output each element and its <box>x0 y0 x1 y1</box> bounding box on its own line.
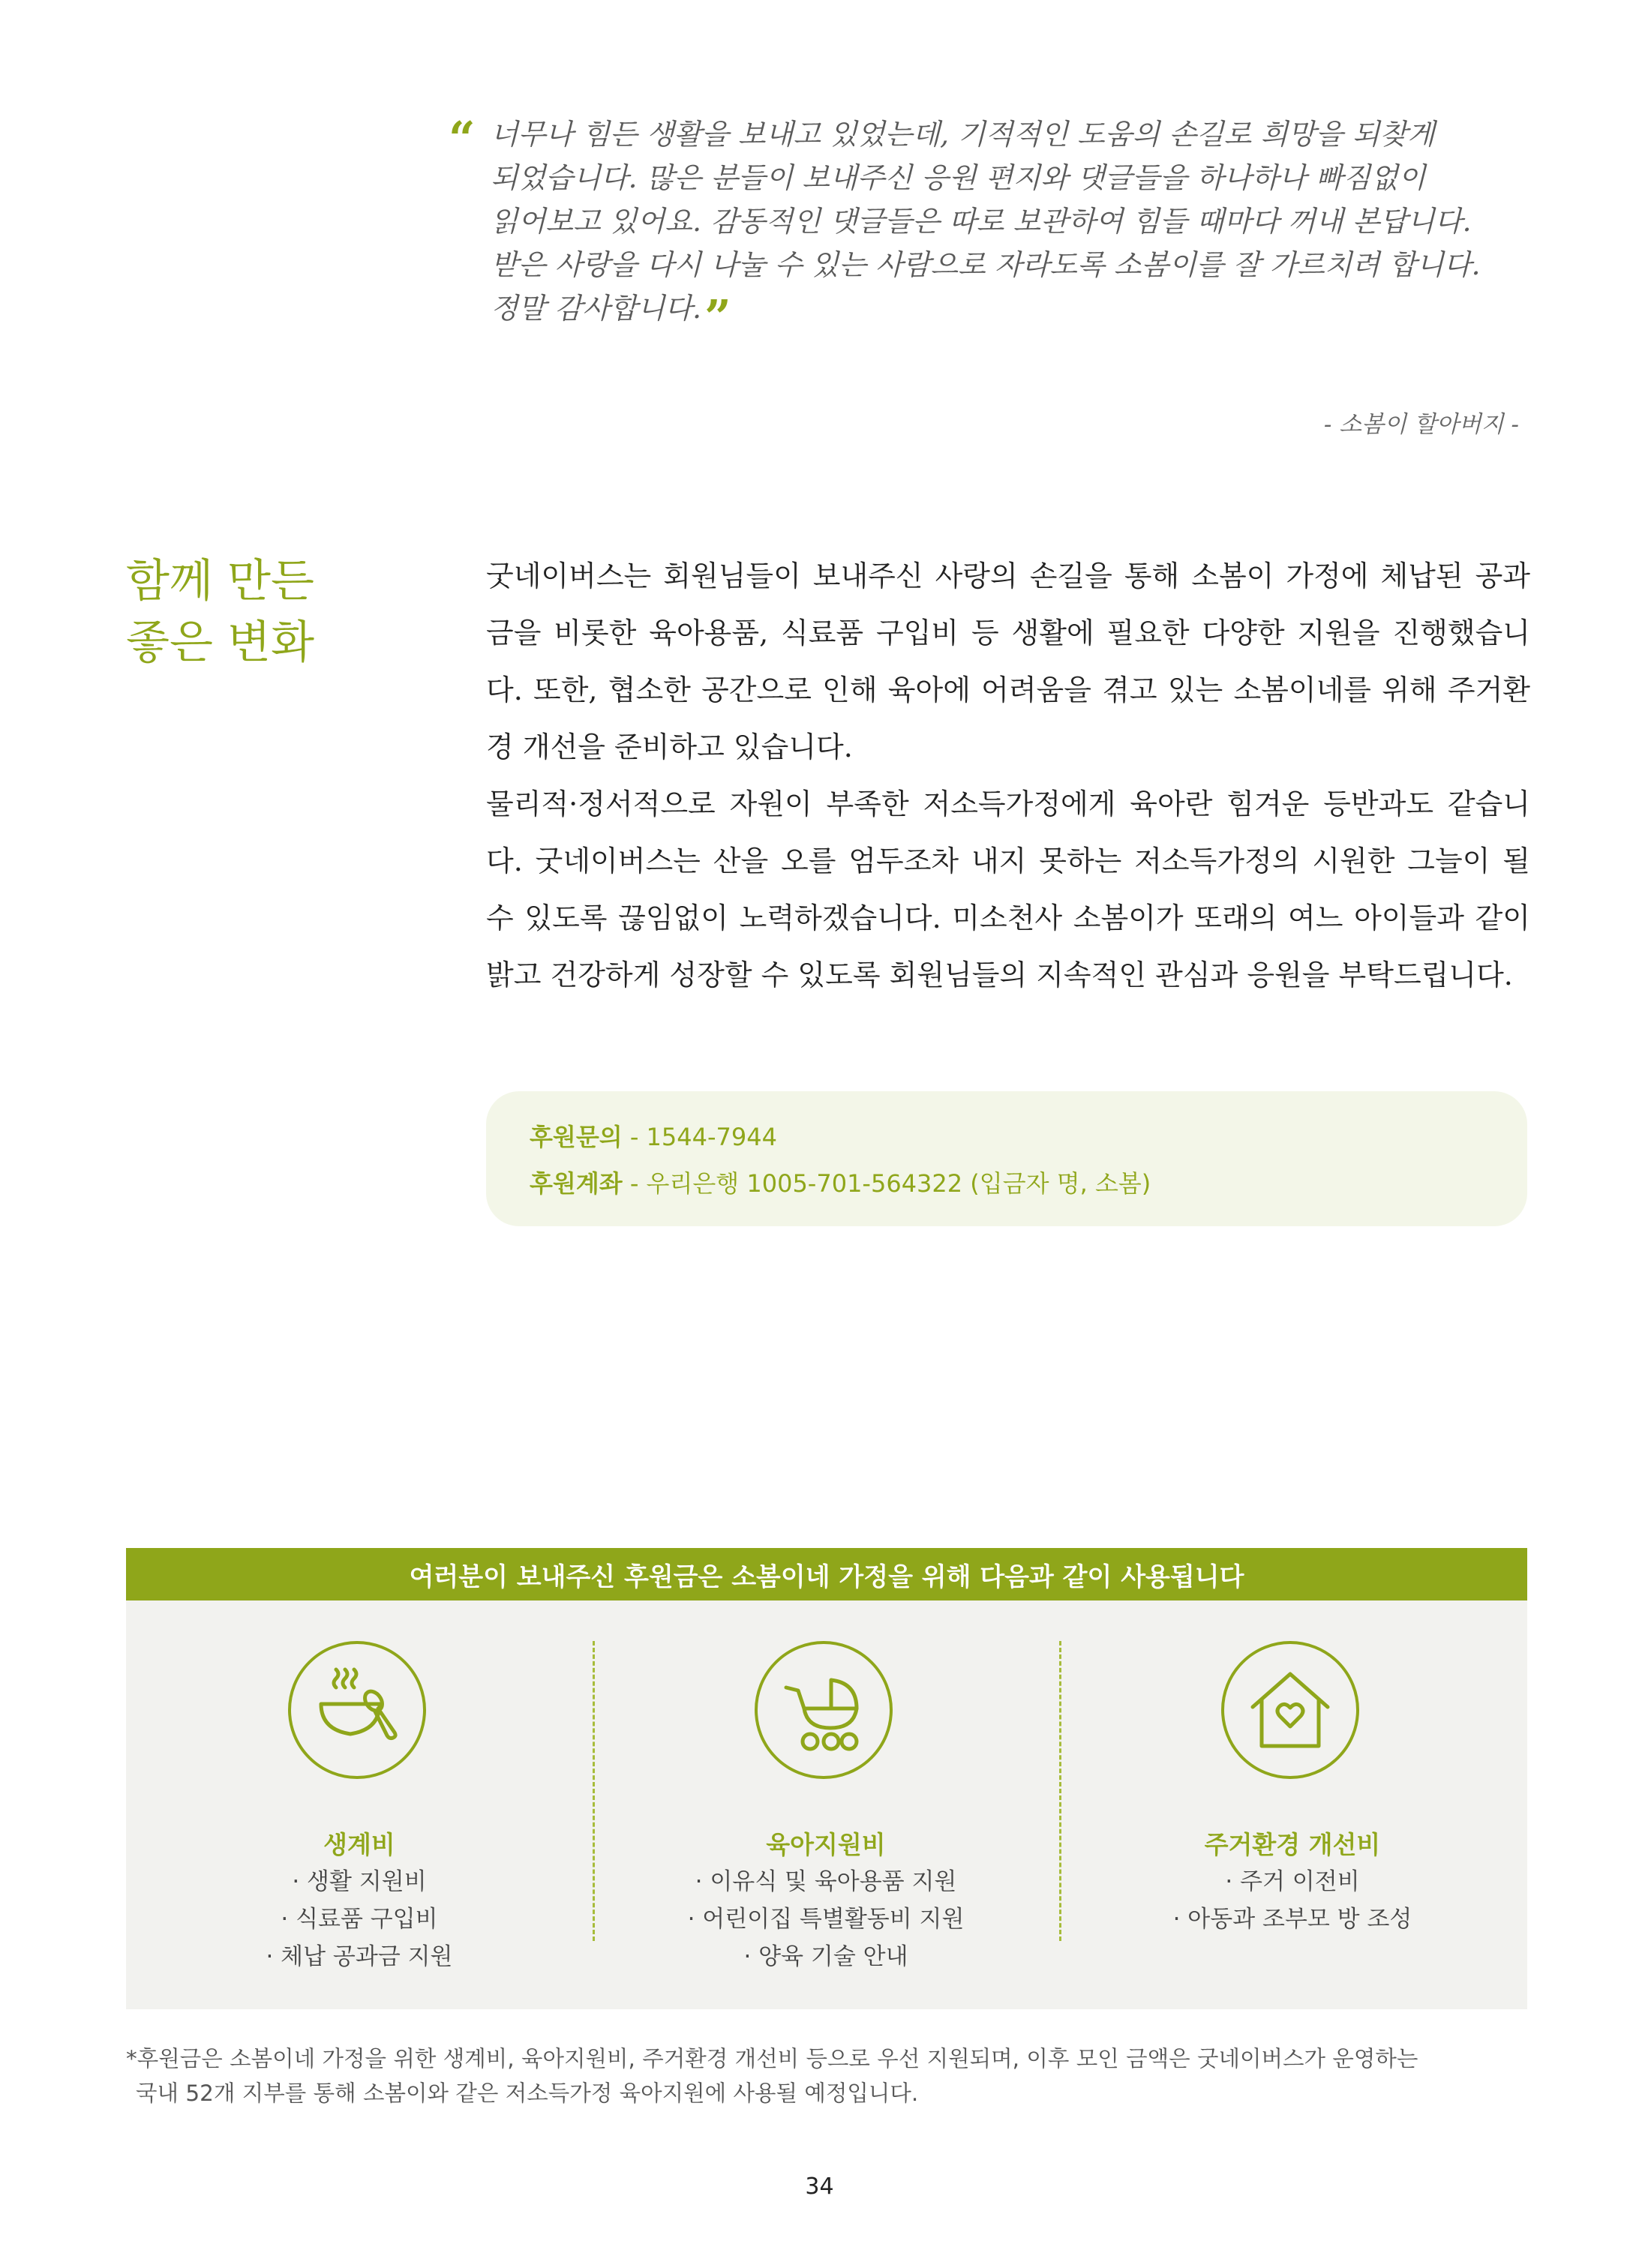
bowl-spoon-icon <box>288 1641 426 1779</box>
usage-item: · 주거 이전비 <box>1225 1868 1360 1895</box>
footnote <box>126 2042 1536 2110</box>
usage-title-living: 생계비 <box>323 1830 395 1859</box>
body-paragraph-1: 굿네이버스는 회원님들이 보내주신 사랑의 손길을 통해 소봄이 가정에 체납된 공과금을 비롯한 육아용품, 식료품 구입비 등 생활에 필요한 다양한 지원을 진행했습니다. 또한, 협소한 공간으로 인해 육아에 어려움을 겪고 있는 소봄이네를 위해 주거환경 개선을 준비하고 있습니다. <box>486 560 1530 764</box>
usage-items-childcare <box>593 1863 1059 1976</box>
donation-inquiry <box>530 1118 777 1153</box>
usage-item: · 아동과 조부모 방 조성 <box>1172 1906 1412 1933</box>
usage-item: · 식료품 구입비 <box>281 1906 438 1933</box>
usage-items-housing <box>1059 1863 1526 1938</box>
page-number: 34 <box>805 2174 834 2200</box>
house-heart-icon <box>1221 1641 1359 1779</box>
usage-item: · 양육 기술 안내 <box>743 1943 908 1970</box>
open-quote-icon: “ <box>449 111 476 166</box>
donation-account-value: - 우리은행 1005-701-564322 (입금자 명, 소봄) <box>622 1169 1151 1198</box>
usage-column-living <box>126 1600 593 2009</box>
usage-item: · 생활 지원비 <box>292 1868 427 1895</box>
body-paragraph-2: 물리적·정서적으로 자원이 부족한 저소득가정에게 육아란 힘겨운 등반과도 같습니다. 굿네이버스는 산을 오를 엄두조차 내지 못하는 저소득가정의 시원한 그늘이 될 수 있도록 끊임없이 노력하겠습니다. 미소천사 소봄이가 또래의 여느 아이들과 같이 밝고 건강하게 성장할 수 있도록 회원님들의 지속적인 관심과 응원을 부탁드립니다. <box>486 788 1530 992</box>
close-quote-icon: ” <box>704 290 731 344</box>
quote-attribution: - 소봄이 할아버지 - <box>1323 411 1519 438</box>
usage-panel <box>126 1600 1527 2009</box>
usage-item: · 어린이집 특별활동비 지원 <box>687 1906 965 1933</box>
section-title <box>126 550 426 674</box>
section-title-line-2: 좋은 변화 <box>126 616 314 669</box>
usage-title-childcare: 육아지원비 <box>766 1830 886 1859</box>
section-title-line-1: 함께 만든 <box>126 555 314 608</box>
stroller-icon <box>755 1641 893 1779</box>
footnote-line-1: *후원금은 소봄이네 가정을 위한 생계비, 육아지원비, 주거환경 개선비 등으로 우선 지원되며, 이후 모인 금액은 굿네이버스가 운영하는 <box>126 2046 1418 2072</box>
usage-column-childcare <box>593 1600 1059 2009</box>
usage-header: 여러분이 보내주신 후원금은 소봄이네 가정을 위해 다음과 같이 사용됩니다 <box>126 1548 1527 1600</box>
donation-contact-box <box>486 1091 1527 1226</box>
usage-item: · 이유식 및 육아용품 지원 <box>695 1868 957 1895</box>
donation-account-label: 후원계좌 <box>530 1169 623 1198</box>
quote-line-1: “ 너무나 힘든 생활을 보내고 있었는데, 기적적인 도움의 손길로 희망을 되찾게 <box>449 111 1435 166</box>
usage-column-housing <box>1059 1600 1526 2009</box>
quote-line-5: 정말 감사합니다.” <box>491 290 731 344</box>
quote-line-3: 읽어보고 있어요. 감동적인 댓글들은 따로 보관하여 힘들 때마다 꺼내 본답니다. <box>491 205 1472 238</box>
donation-account <box>530 1165 1151 1199</box>
usage-title-housing: 주거환경 개선비 <box>1204 1830 1381 1859</box>
quote-line-4: 받은 사랑을 다시 나눌 수 있는 사람으로 자라도록 소봄이를 잘 가르치려 합니다. <box>491 248 1481 281</box>
testimonial-quote <box>449 111 1544 344</box>
quote-line-2: 되었습니다. 많은 분들이 보내주신 응원 편지와 댓글들을 하나하나 빠짐없이 <box>491 161 1426 194</box>
donation-inquiry-value: - 1544-7944 <box>622 1123 777 1151</box>
footnote-line-2: 국내 52개 지부를 통해 소봄이와 같은 저소득가정 육아지원에 사용될 예정입니다. <box>136 2080 919 2106</box>
donation-inquiry-label: 후원문의 <box>530 1123 623 1151</box>
usage-items-living <box>126 1863 593 1976</box>
section-body <box>486 548 1530 1004</box>
usage-item: · 체납 공과금 지원 <box>266 1943 453 1970</box>
